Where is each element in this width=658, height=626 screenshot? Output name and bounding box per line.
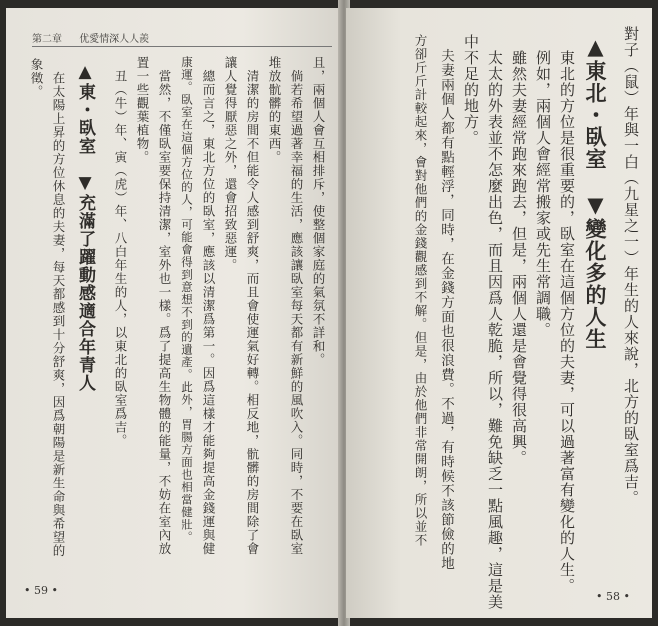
- page-number-left: • 59 •: [24, 584, 58, 597]
- section-heading-east: ▲東・臥室 ▼充滿了躍動感適合年青人: [75, 62, 95, 392]
- text-column: 當然，不僅臥室要保持清潔，室外也一樣。爲了提高生物體的能量，不妨在室內放: [157, 56, 172, 556]
- section-heading-northeast: ▲東北・臥室 ▼變化多的人生: [583, 34, 608, 350]
- text-column: 置一些觀葉植物。: [135, 56, 150, 164]
- text-column: 清潔的房間不但能令人感到舒爽，而且會使運氣好轉。相反地，骯髒的房間除了會: [245, 56, 260, 556]
- text-column: 夫妻兩個人都有點輕浮，同時，在金錢方面也很浪費。不過，有時候不該節儉的地: [438, 34, 454, 571]
- text-column: 總而言之，東北方位的臥室，應該以清潔爲第一。因爲這樣才能夠提高金錢運與健: [201, 56, 216, 556]
- page-number-right: • 58 •: [596, 590, 630, 603]
- text-column: 對子（鼠）年與一白（九星之一）年生的人來說，北方的臥室爲吉。: [622, 26, 640, 506]
- chapter-label: 第二章: [32, 34, 62, 45]
- text-column: 在太陽上昇的方位休息的夫妻，每天都感到十分舒爽，因爲朝陽是新生命與希望的: [51, 58, 66, 558]
- text-column: 倘若希望過著幸福的生活，應該讓臥室每天都有新鮮的風吹入。同時，不要在臥室: [289, 56, 304, 556]
- text-column: 讓人覺得厭惡之外，還會招致惡運。: [223, 56, 238, 272]
- text-column: 東北的方位是很重要的，臥室在這個方位的夫妻，可以過著富有變化的人生。: [558, 34, 576, 594]
- text-column: 且，兩個人會互相排斥，使整個家庭的氣氛不詳和。: [311, 56, 326, 367]
- text-column: 象徵。: [29, 58, 44, 99]
- running-head: [32, 30, 163, 45]
- right-page: [346, 8, 652, 618]
- text-column: 中不足的地方。: [462, 34, 480, 146]
- chapter-title: 优愛情深人人羨: [79, 34, 150, 45]
- text-column: 方卻斤斤計較起來，會對他們的金錢觀感到不解。但是，由於他們非常開朗，所以並不: [413, 34, 428, 547]
- text-column: 丑（牛）年、寅（虎）年、八白年生的人，以東北的臥室爲吉。: [113, 56, 128, 448]
- left-page: [6, 8, 344, 618]
- text-column: 太太的外表並不怎麼出色，而且因爲人乾脆，所以，難免缺乏一點風趣，這是美: [486, 34, 504, 610]
- text-column: 堆放骯髒的東西。: [267, 56, 282, 164]
- text-column: 雖然夫妻經常跑來跑去，但是，兩個人還是會覺得很高興。: [510, 34, 528, 466]
- header-rule: [32, 46, 332, 47]
- text-column: 例如，兩個人會經常搬家或先生常調職。: [534, 34, 552, 338]
- text-column: 康運。臥室在這個方位的人，可能會得到意想不到的遺產。此外，胃腸方面也相當健壯。: [180, 56, 194, 544]
